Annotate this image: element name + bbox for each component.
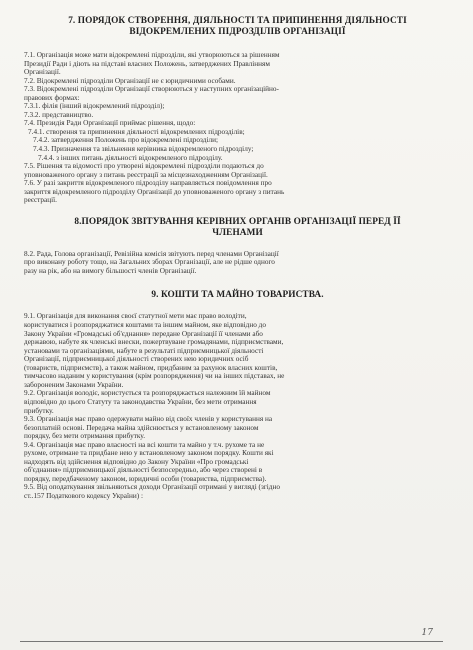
footer-rule: [20, 641, 443, 642]
paragraph-line: тимчасово наданим у користування (крім розпорядження) чи на інших підставах, не: [24, 372, 285, 381]
paragraph-line: 7.4.3. Призначення та звільнення керівника відокремленого підрозділу;: [33, 145, 254, 154]
paragraph-line: 9.2. Організація володіє, користується та розпоряджається належним їй майном: [24, 389, 271, 398]
paragraph-line: правових формах:: [24, 93, 80, 102]
section-7-heading-line-2: ВІДОКРЕМЛЕНИХ ПІДРОЗДІЛІВ ОРГАНІЗАЦІЇ: [129, 27, 346, 37]
paragraph-line: Закону України «Громадські об'єднання» передане Організації її членами або: [24, 329, 263, 338]
paragraph-line: Президії Ради і діють на підставі власних Положень, затверджених Правлінням: [24, 59, 270, 68]
paragraph-line: державою, набуте як членські внески, пожертвуване громадянами, підприємствами,: [24, 338, 284, 347]
paragraph-line: 7.4.2. затвердження Положень про відокремлені підрозділи;: [33, 136, 218, 145]
paragraph-line: 9.1. Організація для виконання своєї статутної мети має право володіти,: [24, 312, 247, 321]
paragraph-line: 7.6. У разі закриття відокремленого підрозділу направляється повідомлення про: [24, 179, 272, 188]
paragraph-line: 8.2. Рада, Голова організації, Ревізійна комісія звітують перед членами Організації: [24, 249, 279, 258]
section-7-body: [24, 51, 451, 205]
paragraph-line: безоплатній основі. Передача майна здійснюється у встановленому законом: [24, 423, 259, 432]
paragraph-line: надходять від здійснення відповідно до Закону України «Про громадські: [24, 457, 249, 466]
paragraph-line: про виконану роботу тощо, на Загальних зборах Організації, але не рідше одного: [24, 258, 275, 267]
paragraph-line: 7.4. Президія Ради Організації приймає рішення, щодо:: [24, 119, 196, 128]
paragraph-line: закриття відокремленого підрозділу Організації до уповноваженого органу з питань: [24, 187, 285, 196]
paragraph-line: 9.4. Організація має право власності на всі кошти та майно у т.ч. рухоме та не: [24, 440, 265, 449]
section-8-heading-line-2: ЧЛЕНАМИ: [212, 227, 263, 238]
section-8-heading: [24, 217, 451, 239]
paragraph-line: 7.2. Відокремлені підрозділи Організації не є юридичними особами.: [24, 76, 236, 85]
paragraph-line: 7.3.2. представництво.: [24, 110, 94, 119]
section-8-heading-line-1: 8.ПОРЯДОК ЗВІТУВАННЯ КЕРІВНИХ ОРГАНІВ ОРГАНІЗАЦІЇ ПЕРЕД ЇЇ: [74, 216, 401, 227]
paragraph-line: об'єднання» підприємницької діяльності безпосередньо, або через створені в: [24, 466, 263, 475]
paragraph-line: (товариств, підприємств), а також майном, придбаним за рахунок власних коштів,: [24, 363, 278, 372]
paragraph-line: 7.4.1. створення та припинення діяльності відокремлених підрозділів;: [28, 127, 245, 136]
paragraph-line: 9.3. Організація має право одержувати майно від своїх членів у користування на: [24, 415, 273, 424]
paragraph-line: 7.1. Організація може мати відокремлені підрозділи, які утворюються за рішенням: [24, 51, 280, 59]
section-9-body: [24, 312, 451, 500]
section-8-body: [24, 250, 451, 276]
paragraph-line: Організації.: [24, 68, 61, 77]
paragraph-line: 7.3.1. філія (інший відокремлений підрозділ);: [24, 102, 165, 111]
section-7-heading-line-1: 7. ПОРЯДОК СТВОРЕННЯ, ДІЯЛЬНОСТІ ТА ПРИПИНЕННЯ ДІЯЛЬНОСТІ: [68, 16, 407, 26]
paragraph-line: разу на рік, або на вимогу більшості членів Організації.: [24, 266, 197, 275]
paragraph-line: 9.5. Від оподаткування звільняються доходи Організації отримані у вигляді (згідно: [24, 483, 281, 492]
paragraph-line: відповідно до цього Статуту та законодавства України, без мети отримання: [24, 397, 257, 406]
page-number: 17: [421, 628, 433, 638]
paragraph-line: установами та організаціями, набуте в результаті підприємницької діяльності: [24, 346, 264, 355]
section-9-heading: 9. КОШТИ ТА МАЙНО ТОВАРИСТВА.: [151, 290, 324, 301]
paragraph-line: ст..157 Податкового кодексу України) :: [24, 491, 143, 500]
paragraph-line: 7.5. Рішення та відомості про утворені відокремлені підрозділи подаються до: [24, 162, 264, 171]
section-7-heading: [24, 16, 451, 38]
paragraph-line: реєстрації.: [24, 196, 57, 205]
paragraph-line: 7.3. Відокремлені підрозділи Організації створюються у наступних організаційно-: [24, 85, 279, 94]
paragraph-line: користуватися і розпоряджатися коштами та іншим майном, яке відповідно до: [24, 321, 266, 330]
paragraph-line: Організації, підприємницької діяльності створених нею юридичних осіб: [24, 355, 249, 364]
paragraph-line: 7.4.4. з інших питань діяльності відокремленого підрозділу.: [38, 153, 223, 162]
paragraph-line: порядку, без мети отримання прибутку.: [24, 432, 146, 441]
paragraph-line: рухоме, отримане та придбане нею у встановленому законом порядку. Кошти які: [24, 449, 274, 458]
paragraph-line: прибутку.: [24, 406, 54, 415]
paragraph-line: уповноваженого органу з питань реєстрації за місцезнаходженням Організації.: [24, 170, 268, 179]
paragraph-line: порядку, передбаченому законом, юридичні особи (товариства, підприємства).: [24, 474, 267, 483]
paragraph-line: забороненим Законами України.: [24, 380, 124, 389]
